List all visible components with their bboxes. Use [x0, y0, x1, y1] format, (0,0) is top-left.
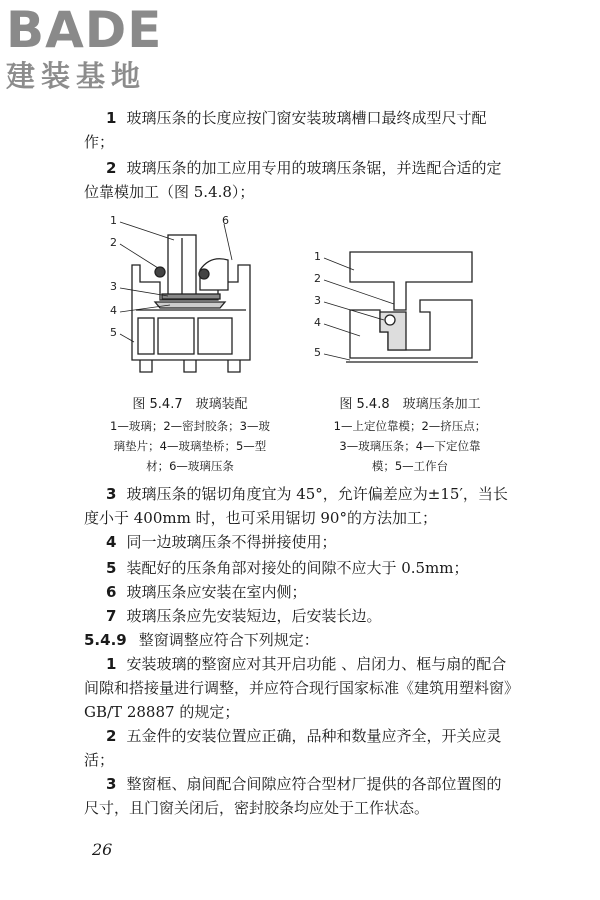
clause-1 — [84, 652, 514, 724]
page-number: 26 — [92, 840, 113, 859]
figure-1-title: 图 5.4.7 玻璃装配 — [132, 397, 248, 412]
callout-label: 5 — [314, 346, 321, 359]
frame-foot — [140, 360, 152, 372]
item-text: 安装玻璃的整窗应对其开启功能 、启闭力、框与扇的配合间隙和搭接量进行调整，并应符合现行国家标准《建筑用塑料窗》GB/T 28887 的规定； — [84, 655, 512, 721]
item-number: 1 — [106, 109, 117, 127]
callout-label: 2 — [110, 236, 117, 249]
callout-label: 2 — [314, 272, 321, 285]
item-text: 玻璃压条应安装在室内侧； — [126, 583, 307, 601]
item-text: 同一边玻璃压条不得拼接使用； — [126, 533, 337, 551]
section-number: 5.4.9 — [84, 631, 127, 649]
item-number: 4 — [106, 533, 117, 551]
item-text: 五金件的安装位置应正确，品种和数量应齐全，开关应灵活； — [84, 727, 502, 769]
item-text: 装配好的压条角部对接处的间隙不应大于 0.5mm； — [126, 559, 469, 577]
setting-block — [162, 294, 220, 299]
callout-label: 3 — [110, 280, 117, 293]
lower-positioning-mold — [350, 300, 472, 358]
figure-2-legend — [310, 416, 510, 476]
item-number: 2 — [106, 159, 117, 177]
figure-bead-processing — [310, 240, 510, 380]
logo-wordmark: BADE — [6, 1, 163, 59]
figure-2-title: 图 5.4.8 玻璃压条加工 — [339, 397, 481, 412]
legend-line: 璃垫片；4—玻璃垫桥；5—型 — [113, 439, 267, 453]
clause-2 — [84, 724, 514, 772]
figure-1-legend — [95, 416, 285, 476]
seal-strip — [199, 269, 209, 279]
legend-line: 模；5—工作台 — [371, 459, 449, 473]
item-number: 3 — [106, 485, 117, 503]
callout-label: 1 — [110, 214, 117, 227]
legend-line: 材；6—玻璃压条 — [146, 459, 234, 473]
item-number: 1 — [106, 655, 117, 673]
figure-glass-assembly — [100, 210, 280, 390]
item-number: 7 — [106, 607, 117, 625]
legend-line: 3—玻璃压条；4—下定位靠 — [339, 439, 481, 453]
callout-label: 3 — [314, 294, 321, 307]
callout-label: 6 — [222, 214, 229, 227]
section-heading: 整窗调整应符合下列规定： — [138, 631, 319, 649]
frame-foot — [184, 360, 196, 372]
callout-label: 4 — [110, 304, 117, 317]
seal-strip — [155, 267, 165, 277]
item-number: 2 — [106, 727, 117, 745]
item-text: 整窗框、扇间配合间隙应符合型材厂提供的各部位置图的尺寸，且门窗关闭后，密封胶条均应处于工作状态。 — [84, 775, 502, 817]
paragraph-7 — [84, 604, 514, 628]
item-number: 3 — [106, 775, 117, 793]
logo-subtitle: 建装基地 — [6, 59, 147, 93]
paragraph-5 — [84, 556, 514, 580]
paragraph-1 — [84, 106, 514, 154]
brand-logo — [4, 2, 179, 102]
legend-line: 1—玻璃；2—密封胶条；3—玻 — [110, 419, 270, 433]
section-5-4-9 — [84, 628, 514, 652]
glass-bridge — [155, 302, 225, 308]
callout-label: 1 — [314, 250, 321, 263]
squeeze-point — [385, 315, 395, 325]
clause-3 — [84, 772, 514, 820]
item-text: 玻璃压条应先安装短边，后安装长边。 — [126, 607, 382, 625]
item-number: 5 — [106, 559, 117, 577]
paragraph-3 — [84, 482, 514, 530]
callout-label: 5 — [110, 326, 117, 339]
frame-foot — [228, 360, 240, 372]
item-text: 玻璃压条的锯切角度宜为 45°，允许偏差应为±15′，当长度小于 400mm 时，也可采用锯切 90°的方法加工； — [84, 485, 508, 527]
callout-label: 4 — [314, 316, 321, 329]
paragraph-2 — [84, 156, 514, 204]
paragraph-6 — [84, 580, 514, 604]
item-text: 玻璃压条的加工应用专用的玻璃压条锯，并选配合适的定位靠模加工（图 5.4.8）； — [84, 159, 502, 201]
item-text: 玻璃压条的长度应按门窗安装玻璃槽口最终成型尺寸配作； — [84, 109, 487, 151]
item-number: 6 — [106, 583, 117, 601]
legend-line: 1—上定位靠模；2—挤压点； — [333, 419, 487, 433]
paragraph-4 — [84, 530, 514, 554]
